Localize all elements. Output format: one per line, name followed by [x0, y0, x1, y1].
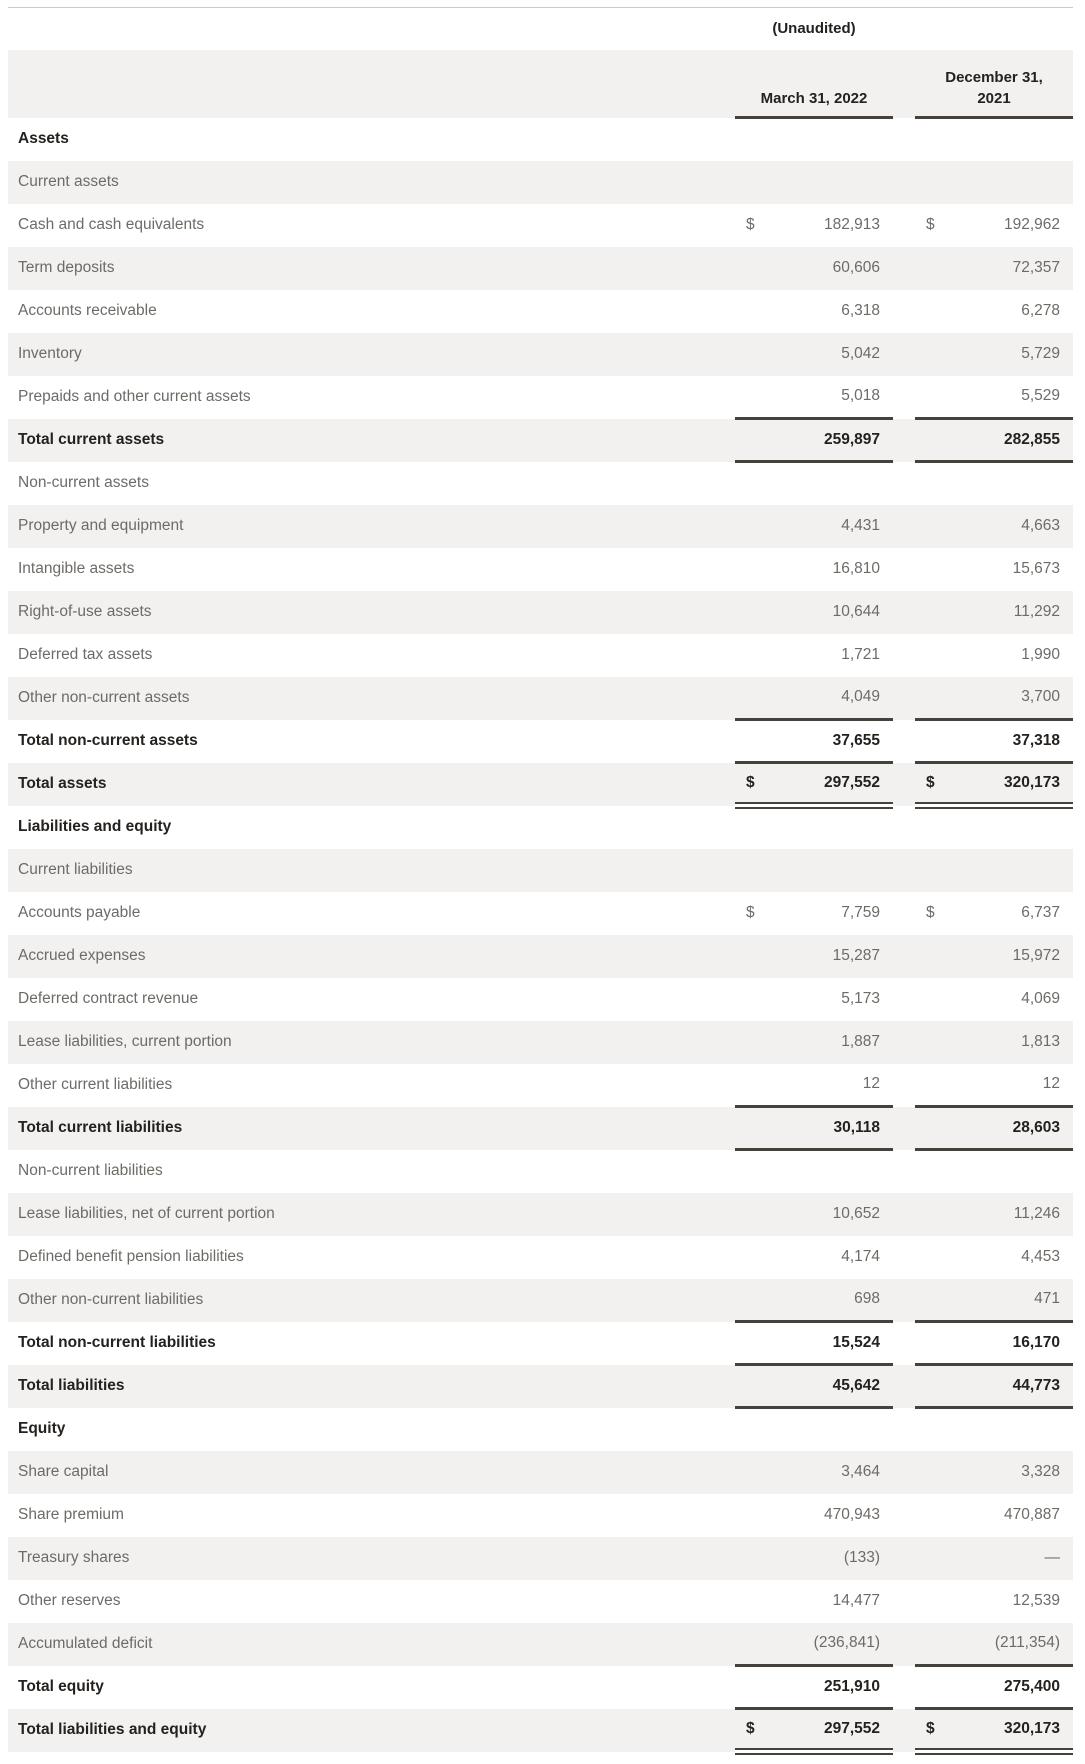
value-march-2022: 4,431	[841, 517, 881, 534]
unaudited-label: (Unaudited)	[772, 20, 856, 38]
column-gap	[893, 634, 915, 677]
currency-symbol-march-2022	[735, 1623, 761, 1666]
currency-symbol-march-2022	[735, 1193, 761, 1236]
value-december-2021: 4,069	[1021, 990, 1061, 1007]
value-december-2021: 3,700	[941, 677, 1073, 720]
currency-symbol-december-2021	[915, 247, 941, 290]
currency-symbol-december-2021	[915, 591, 941, 634]
row-label: Deferred tax assets	[18, 646, 153, 663]
spacer-cell	[8, 8, 735, 50]
value-december-2021	[941, 161, 1073, 204]
value-december-2021: 16,170	[941, 1322, 1073, 1365]
value-march-2022: 30,118	[761, 1107, 893, 1150]
row-label: Treasury shares	[18, 1549, 130, 1566]
row-label: Total assets	[18, 775, 107, 792]
value-march-2022: 1,721	[841, 646, 881, 663]
value-march-2022: 60,606	[832, 259, 881, 276]
value-december-2021: 320,173	[941, 1709, 1073, 1752]
row-label: Defined benefit pension liabilities	[18, 1248, 244, 1265]
column-gap	[893, 161, 915, 204]
value-december-2021	[941, 1408, 1073, 1451]
column-gap	[893, 118, 915, 161]
value-december-2021: 5,529	[941, 376, 1073, 419]
value-march-2022: 37,655	[761, 720, 893, 763]
row-label: Share capital	[18, 1463, 109, 1480]
value-march-2022	[761, 806, 893, 849]
column-header-line2: 2021	[977, 90, 1011, 107]
value-march-2022: 5,018	[761, 376, 893, 419]
value-december-2021	[941, 118, 1073, 161]
currency-symbol-march-2022	[735, 935, 761, 978]
column-header-december-2021	[915, 50, 1073, 118]
row-label: Total current liabilities	[18, 1119, 183, 1136]
currency-symbol-march-2022	[735, 1451, 761, 1494]
currency-symbol-march-2022: $	[735, 1709, 761, 1752]
currency-symbol-december-2021: $	[915, 1709, 941, 1752]
row-label: Accrued expenses	[18, 947, 146, 964]
value-march-2022: 14,477	[832, 1592, 881, 1609]
column-gap	[893, 247, 915, 290]
currency-symbol-december-2021	[915, 1537, 941, 1580]
currency-symbol-march-2022	[735, 290, 761, 333]
column-gap	[893, 1365, 915, 1408]
currency-symbol-march-2022	[735, 1064, 761, 1107]
column-gap	[893, 892, 915, 935]
currency-symbol-march-2022	[735, 376, 761, 419]
balance-sheet-table	[8, 7, 1073, 1755]
column-gap	[893, 1580, 915, 1623]
table-row	[8, 1537, 1073, 1580]
value-march-2022: 4,049	[761, 677, 893, 720]
column-gap	[893, 763, 915, 806]
table-body	[8, 118, 1073, 1752]
currency-symbol-december-2021	[915, 333, 941, 376]
table-row	[8, 892, 1073, 935]
currency-symbol-march-2022	[735, 1322, 761, 1365]
row-label: Right-of-use assets	[18, 603, 152, 620]
column-gap	[893, 591, 915, 634]
table-row	[8, 1236, 1073, 1279]
row-label: Other current liabilities	[18, 1076, 173, 1093]
currency-symbol-march-2022	[735, 1408, 761, 1451]
currency-symbol-december-2021	[915, 118, 941, 161]
currency-symbol-december-2021	[915, 720, 941, 763]
value-march-2022	[761, 462, 893, 505]
date-header-row	[8, 50, 1073, 118]
currency-symbol-march-2022	[735, 505, 761, 548]
column-gap	[893, 1494, 915, 1537]
value-december-2021: 6,737	[1021, 904, 1061, 921]
value-december-2021: 282,855	[941, 419, 1073, 462]
column-gap	[893, 1021, 915, 1064]
currency-symbol-december-2021	[915, 677, 941, 720]
value-march-2022	[761, 1408, 893, 1451]
value-december-2021: 15,673	[1012, 560, 1061, 577]
currency-symbol-march-2022	[735, 806, 761, 849]
column-gap	[893, 204, 915, 247]
value-december-2021: 11,292	[1013, 603, 1061, 620]
value-march-2022: 5,042	[841, 345, 881, 362]
column-gap	[893, 505, 915, 548]
value-december-2021: 4,663	[1021, 517, 1061, 534]
currency-symbol-march-2022	[735, 161, 761, 204]
table-row	[8, 204, 1073, 247]
table-row	[8, 290, 1073, 333]
currency-symbol-december-2021	[915, 548, 941, 591]
value-march-2022: 182,913	[823, 216, 881, 233]
currency-symbol-march-2022	[735, 1236, 761, 1279]
table-row	[8, 548, 1073, 591]
column-gap	[893, 806, 915, 849]
table-row	[8, 1150, 1073, 1193]
row-label: Total liabilities	[18, 1377, 125, 1394]
currency-symbol-march-2022	[735, 462, 761, 505]
column-gap	[893, 1236, 915, 1279]
spacer-cell	[8, 50, 735, 118]
value-december-2021: 470,887	[1003, 1506, 1061, 1523]
table-row	[8, 1021, 1073, 1064]
column-gap	[893, 935, 915, 978]
row-label: Prepaids and other current assets	[18, 388, 251, 405]
column-gap	[893, 548, 915, 591]
table-row	[8, 1408, 1073, 1451]
currency-symbol-december-2021	[915, 290, 941, 333]
currency-symbol-december-2021: $	[926, 904, 935, 921]
value-december-2021: 72,357	[1012, 259, 1061, 276]
table-row	[8, 1064, 1073, 1107]
value-december-2021: 12,539	[1012, 1592, 1061, 1609]
value-march-2022	[761, 161, 893, 204]
value-december-2021	[941, 806, 1073, 849]
table-row	[8, 935, 1073, 978]
value-march-2022: 10,644	[832, 603, 881, 620]
value-march-2022: 259,897	[761, 419, 893, 462]
currency-symbol-march-2022	[735, 720, 761, 763]
value-march-2022: 15,524	[761, 1322, 893, 1365]
currency-symbol-december-2021	[915, 1623, 941, 1666]
table-row	[8, 677, 1073, 720]
value-december-2021: 44,773	[941, 1365, 1073, 1408]
row-label: Inventory	[18, 345, 82, 362]
value-december-2021: 192,962	[1003, 216, 1061, 233]
column-gap	[893, 1709, 915, 1752]
table-row	[8, 720, 1073, 763]
value-december-2021	[941, 1150, 1073, 1193]
table-row	[8, 1279, 1073, 1322]
row-label: Assets	[18, 130, 69, 147]
currency-symbol-december-2021	[915, 505, 941, 548]
table-row	[8, 1193, 1073, 1236]
value-march-2022: 6,318	[841, 302, 881, 319]
currency-symbol-december-2021	[915, 1021, 941, 1064]
row-label: Non-current liabilities	[18, 1162, 163, 1179]
value-march-2022: (236,841)	[761, 1623, 893, 1666]
column-gap	[893, 1451, 915, 1494]
value-march-2022: 297,552	[761, 1709, 893, 1752]
column-header-march-2022: March 31, 2022	[735, 50, 893, 118]
currency-symbol-march-2022	[735, 1365, 761, 1408]
currency-symbol-march-2022: $	[746, 904, 755, 921]
value-december-2021: 471	[941, 1279, 1073, 1322]
row-label: Current liabilities	[18, 861, 133, 878]
row-label: Total liabilities and equity	[18, 1721, 207, 1738]
currency-symbol-march-2022	[735, 1537, 761, 1580]
unaudited-header-row	[8, 8, 1073, 50]
column-gap	[893, 462, 915, 505]
value-december-2021: 37,318	[941, 720, 1073, 763]
row-label: Lease liabilities, current portion	[18, 1033, 232, 1050]
table-row	[8, 419, 1073, 462]
currency-symbol-december-2021	[915, 1580, 941, 1623]
value-march-2022: (133)	[843, 1549, 881, 1566]
value-march-2022: 45,642	[761, 1365, 893, 1408]
column-gap	[893, 290, 915, 333]
row-label: Share premium	[18, 1506, 124, 1523]
column-gap	[893, 849, 915, 892]
currency-symbol-march-2022	[735, 591, 761, 634]
row-label: Deferred contract revenue	[18, 990, 199, 1007]
currency-symbol-december-2021	[915, 849, 941, 892]
value-december-2021	[941, 849, 1073, 892]
table-row	[8, 978, 1073, 1021]
column-gap	[893, 1666, 915, 1709]
value-march-2022: 297,552	[761, 763, 893, 806]
column-gap	[893, 376, 915, 419]
column-gap	[893, 419, 915, 462]
value-december-2021: 15,972	[1012, 947, 1061, 964]
currency-symbol-december-2021	[915, 1666, 941, 1709]
value-march-2022: 1,887	[841, 1033, 881, 1050]
column-header-line1: December 31,	[945, 69, 1043, 86]
currency-symbol-december-2021	[915, 1408, 941, 1451]
value-march-2022	[761, 118, 893, 161]
currency-symbol-december-2021	[915, 1193, 941, 1236]
table-row	[8, 806, 1073, 849]
value-march-2022: 15,287	[832, 947, 881, 964]
value-december-2021: 11,246	[1013, 1205, 1061, 1222]
row-label: Total non-current assets	[18, 732, 198, 749]
table-row	[8, 1107, 1073, 1150]
currency-symbol-march-2022	[735, 677, 761, 720]
currency-symbol-march-2022	[735, 849, 761, 892]
table-row	[8, 763, 1073, 806]
currency-symbol-march-2022	[735, 634, 761, 677]
column-gap	[893, 333, 915, 376]
column-gap	[893, 50, 915, 118]
table-row	[8, 462, 1073, 505]
value-march-2022: 251,910	[761, 1666, 893, 1709]
value-march-2022	[761, 849, 893, 892]
row-label: Equity	[18, 1420, 66, 1437]
table-header	[8, 8, 1073, 118]
currency-symbol-march-2022	[735, 978, 761, 1021]
currency-symbol-december-2021	[915, 935, 941, 978]
currency-symbol-december-2021	[915, 1494, 941, 1537]
table-row	[8, 1666, 1073, 1709]
table-row	[8, 634, 1073, 677]
value-march-2022	[761, 1150, 893, 1193]
column-gap	[893, 1107, 915, 1150]
currency-symbol-december-2021	[915, 1064, 941, 1107]
value-december-2021: 3,328	[1021, 1463, 1061, 1480]
table-row	[8, 1322, 1073, 1365]
row-label: Cash and cash equivalents	[18, 216, 205, 233]
currency-symbol-march-2022	[735, 118, 761, 161]
row-label: Accounts receivable	[18, 302, 157, 319]
currency-symbol-march-2022	[735, 247, 761, 290]
value-december-2021: 6,278	[1021, 302, 1061, 319]
table-row	[8, 849, 1073, 892]
column-gap	[893, 8, 915, 50]
row-label: Current assets	[18, 173, 119, 190]
value-december-2021: 4,453	[1021, 1248, 1061, 1265]
currency-symbol-december-2021	[915, 1107, 941, 1150]
currency-symbol-december-2021	[915, 161, 941, 204]
currency-symbol-december-2021	[915, 1322, 941, 1365]
currency-symbol-december-2021	[915, 1451, 941, 1494]
row-label: Total non-current liabilities	[18, 1334, 216, 1351]
column-gap	[893, 1279, 915, 1322]
table-row	[8, 591, 1073, 634]
table-row	[8, 1709, 1073, 1752]
table-row	[8, 376, 1073, 419]
column-gap	[893, 978, 915, 1021]
row-label: Term deposits	[18, 259, 115, 276]
currency-symbol-march-2022: $	[746, 216, 755, 233]
row-label: Non-current assets	[18, 474, 149, 491]
row-label: Lease liabilities, net of current portion	[18, 1205, 275, 1222]
value-december-2021: 12	[941, 1064, 1073, 1107]
row-label: Other reserves	[18, 1592, 121, 1609]
value-december-2021	[941, 462, 1073, 505]
currency-symbol-december-2021	[915, 419, 941, 462]
table-row	[8, 1623, 1073, 1666]
table-row	[8, 1451, 1073, 1494]
column-gap	[893, 1193, 915, 1236]
currency-symbol-december-2021	[915, 634, 941, 677]
table-row	[8, 161, 1073, 204]
value-march-2022: 3,464	[841, 1463, 881, 1480]
column-gap	[893, 1623, 915, 1666]
currency-symbol-december-2021	[915, 1150, 941, 1193]
spacer-cell	[915, 8, 1073, 50]
currency-symbol-december-2021	[915, 1365, 941, 1408]
currency-symbol-march-2022: $	[735, 763, 761, 806]
table-row	[8, 333, 1073, 376]
currency-symbol-december-2021: $	[926, 216, 935, 233]
currency-symbol-december-2021	[915, 376, 941, 419]
table-row	[8, 1494, 1073, 1537]
table-row	[8, 505, 1073, 548]
column-gap	[893, 1408, 915, 1451]
column-gap	[893, 1064, 915, 1107]
currency-symbol-march-2022	[735, 1494, 761, 1537]
column-gap	[893, 1150, 915, 1193]
currency-symbol-march-2022	[735, 1107, 761, 1150]
row-label: Other non-current assets	[18, 689, 190, 706]
value-march-2022: 7,759	[841, 904, 881, 921]
currency-symbol-march-2022	[735, 1150, 761, 1193]
currency-symbol-march-2022	[735, 333, 761, 376]
value-december-2021: (211,354)	[941, 1623, 1073, 1666]
table-row	[8, 118, 1073, 161]
value-march-2022: 698	[761, 1279, 893, 1322]
row-label: Accumulated deficit	[18, 1635, 153, 1652]
currency-symbol-march-2022	[735, 419, 761, 462]
currency-symbol-march-2022	[735, 1580, 761, 1623]
currency-symbol-december-2021	[915, 806, 941, 849]
column-gap	[893, 1322, 915, 1365]
table-row	[8, 247, 1073, 290]
value-march-2022: 5,173	[841, 990, 881, 1007]
currency-symbol-march-2022	[735, 1279, 761, 1322]
currency-symbol-march-2022	[735, 548, 761, 591]
value-march-2022: 10,652	[832, 1205, 881, 1222]
row-label: Total equity	[18, 1678, 104, 1695]
row-label: Liabilities and equity	[18, 818, 172, 835]
currency-symbol-december-2021	[915, 978, 941, 1021]
table-row	[8, 1365, 1073, 1408]
value-december-2021: 5,729	[1021, 345, 1061, 362]
row-label: Intangible assets	[18, 560, 135, 577]
value-december-2021: 28,603	[941, 1107, 1073, 1150]
value-december-2021: —	[1044, 1549, 1061, 1566]
table-row	[8, 1580, 1073, 1623]
row-label: Total current assets	[18, 431, 165, 448]
value-march-2022: 470,943	[823, 1506, 881, 1523]
column-gap	[893, 677, 915, 720]
value-december-2021: 320,173	[941, 763, 1073, 806]
column-gap	[893, 720, 915, 763]
value-march-2022: 4,174	[841, 1248, 881, 1265]
currency-symbol-december-2021	[915, 1279, 941, 1322]
row-label: Accounts payable	[18, 904, 141, 921]
value-march-2022: 12	[761, 1064, 893, 1107]
value-december-2021: 1,813	[1021, 1033, 1061, 1050]
currency-symbol-march-2022	[735, 1021, 761, 1064]
value-march-2022: 16,810	[832, 560, 881, 577]
currency-symbol-december-2021	[915, 462, 941, 505]
value-december-2021: 1,990	[1021, 646, 1061, 663]
row-label: Property and equipment	[18, 517, 184, 534]
currency-symbol-december-2021	[915, 1236, 941, 1279]
currency-symbol-march-2022	[735, 1666, 761, 1709]
value-december-2021: 275,400	[941, 1666, 1073, 1709]
column-gap	[893, 1537, 915, 1580]
currency-symbol-december-2021: $	[915, 763, 941, 806]
row-label: Other non-current liabilities	[18, 1291, 204, 1308]
